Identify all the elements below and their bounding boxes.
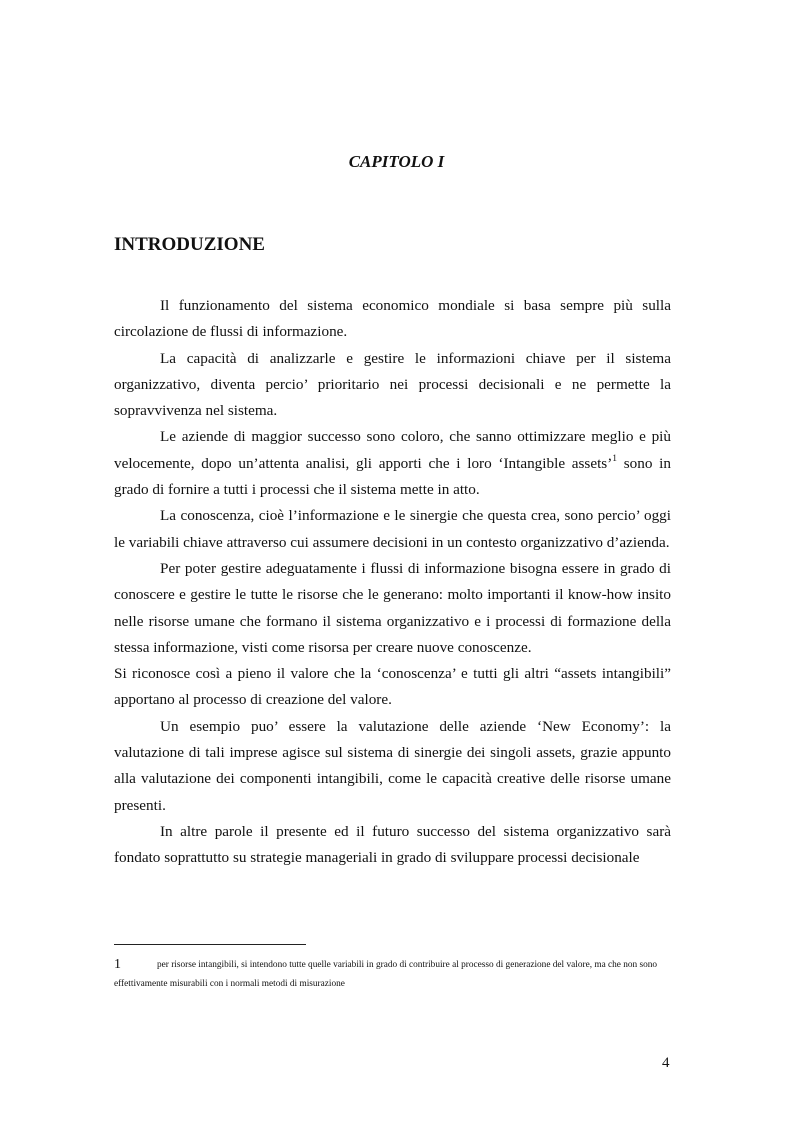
paragraph-text: Si riconosce così a pieno il valore che la ‘conoscenza’ e tutti gli altri “assets intangibili” apportano al processo di creazione del valore. (114, 665, 671, 709)
paragraph-text: In altre parole il presente ed il futuro successo del sistema organizzativo sarà fondato soprattutto su strategie manageriali in grado di sviluppare processi decisionale (114, 822, 671, 867)
paragraph-text: Le aziende di maggior successo sono coloro, che sanno ottimizzare meglio e più velocemente, dopo un’attenta analisi, gli apporti che i loro ‘Intangible assets’ (114, 428, 671, 472)
footnote-number: 1 (114, 957, 121, 972)
paragraph-text: La conoscenza, cioè l’informazione e le sinergie che questa crea, sono percio’ oggi le variabili chiave attraverso cui assumere decisioni in un contesto organizzativo d’azienda. (114, 507, 671, 551)
paragraph (114, 293, 671, 346)
footnote-reference[interactable]: 1 (612, 453, 618, 464)
section-heading: INTRODUZIONE (114, 234, 265, 255)
body-text (114, 293, 671, 872)
paragraph-text: La capacità di analizzarle e gestire le informazioni chiave per il sistema organizzativo, diventa percio’ prioritario nei processi decisionali e ne permette la sopravvivenza nel sistema. (114, 349, 671, 420)
footnote-separator (114, 944, 306, 945)
footnote (114, 954, 671, 994)
paragraph-text: Per poter gestire adeguatamente i flussi di informazione bisogna essere in grado di conoscere e gestire le tutte le risorse che le generano: molto importanti il know-how insito nelle risorse umane che formano il sistema organizzativo e i processi di formazione della stessa informazione, visti come risorsa per creare nuove conoscenze. (114, 559, 671, 656)
paragraph (114, 819, 671, 872)
chapter-heading: CAPITOLO I (348, 152, 445, 171)
paragraph (114, 556, 671, 714)
paragraph-text: sono in grado di fornire a tutti i processi che il sistema mette in atto. (114, 454, 671, 499)
paragraph-text: Un esempio puo’ essere la valutazione delle aziende ‘New Economy’: la valutazione di tali imprese agisce sul sistema di sinergie dei singoli assets, grazie appunto alla valutazione dei componenti intangibili, come le capacità creative delle risorse umane presenti. (114, 717, 671, 814)
paragraph (114, 714, 671, 819)
page-number: 4 (662, 1055, 670, 1071)
paragraph (114, 424, 671, 503)
paragraph-text: Il funzionamento del sistema economico mondiale si basa sempre più sulla circolazione de flussi di informazione. (114, 297, 671, 341)
paragraph (114, 503, 671, 556)
paragraph (114, 346, 671, 425)
footnote-text: per risorse intangibili, si intendono tutte quelle variabili in grado di contribuire al processo di generazione del valore, ma che non sono effettivamente misurabili con i normali metodi di misurazione (114, 960, 658, 989)
